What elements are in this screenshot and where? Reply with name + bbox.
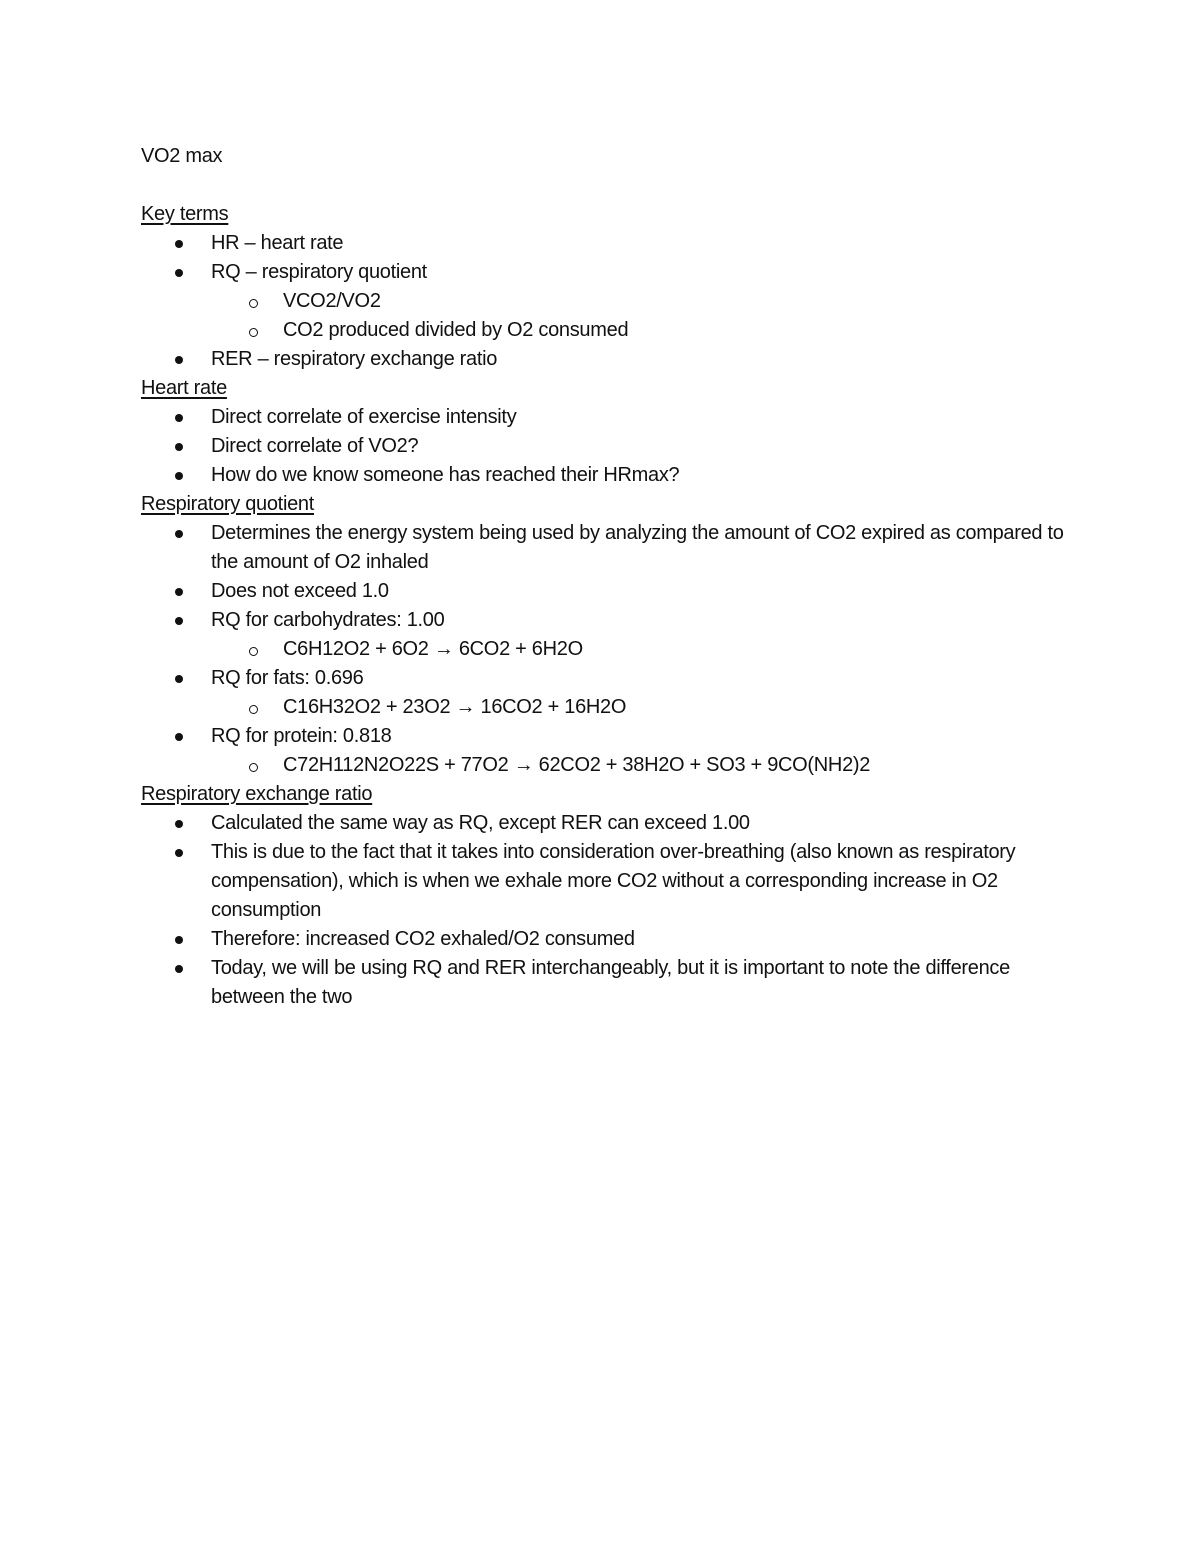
list-item-text: Determines the energy system being used by analyzing the amount of CO2 expired as compared to the amount of O2 inhaled: [211, 522, 1064, 573]
bullet-icon: [175, 820, 183, 828]
list-item-text: Therefore: increased CO2 exhaled/O2 consumed: [211, 928, 635, 950]
sub-list-item: [211, 751, 1071, 780]
bullet-icon: [175, 356, 183, 364]
bullet-icon: [175, 472, 183, 480]
sub-list-container: [141, 635, 1071, 664]
document-body: [141, 142, 1071, 1012]
circle-bullet-icon: [249, 328, 258, 337]
bullet-icon: [175, 733, 183, 741]
document-title: VO2 max: [141, 145, 223, 167]
list-item: [141, 838, 1071, 925]
list-item: [141, 461, 1071, 490]
sub-list-item-text: C72H112N2O22S + 77O2 → 62CO2 + 38H2O + SO3 + 9CO(NH2)2: [283, 754, 871, 776]
sub-list-item: [211, 287, 1071, 316]
circle-bullet-icon: [249, 705, 258, 714]
list-item: [141, 258, 1071, 287]
bullet-icon: [175, 965, 183, 973]
list-item: [141, 606, 1071, 635]
sub-list-container: [141, 287, 1071, 345]
section-heading: Respiratory exchange ratio: [141, 783, 373, 805]
list-item: [141, 432, 1071, 461]
circle-bullet-icon: [249, 299, 258, 308]
bullet-icon: [175, 530, 183, 538]
section-heading: Key terms: [141, 203, 229, 225]
section-heading: Respiratory quotient: [141, 493, 314, 515]
list-item: [141, 664, 1071, 693]
list-item-text: RQ – respiratory quotient: [211, 261, 427, 283]
sub-list: [211, 635, 1071, 664]
sub-list-item: [211, 635, 1071, 664]
circle-bullet-icon: [249, 647, 258, 656]
bullet-list: [141, 809, 1071, 1012]
list-item: [141, 345, 1071, 374]
sub-list-item-text: C16H32O2 + 23O2 → 16CO2 + 16H2O: [283, 696, 627, 718]
sub-list-item-text: VCO2/VO2: [283, 290, 381, 312]
list-item-text: RQ for protein: 0.818: [211, 725, 392, 747]
list-item-text: Today, we will be using RQ and RER interchangeably, but it is important to note the difference between the two: [211, 957, 1010, 1008]
sections-container: [141, 200, 1071, 1012]
bullet-icon: [175, 240, 183, 248]
bullet-icon: [175, 675, 183, 683]
bullet-list: [141, 229, 1071, 374]
list-item: [141, 403, 1071, 432]
bullet-icon: [175, 443, 183, 451]
list-item: [141, 722, 1071, 751]
bullet-icon: [175, 414, 183, 422]
list-item: [141, 229, 1071, 258]
list-item-text: How do we know someone has reached their HRmax?: [211, 464, 680, 486]
sub-list-item-text: C6H12O2 + 6O2 → 6CO2 + 6H2O: [283, 638, 583, 660]
sub-list-container: [141, 751, 1071, 780]
sub-list: [211, 287, 1071, 345]
sub-list-item-text: CO2 produced divided by O2 consumed: [283, 319, 629, 341]
list-item-text: RQ for carbohydrates: 1.00: [211, 609, 445, 631]
circle-bullet-icon: [249, 763, 258, 772]
list-item: [141, 954, 1071, 1012]
bullet-list: [141, 519, 1071, 780]
list-item-text: RER – respiratory exchange ratio: [211, 348, 498, 370]
list-item-text: Does not exceed 1.0: [211, 580, 389, 602]
bullet-icon: [175, 269, 183, 277]
list-item-text: Direct correlate of VO2?: [211, 435, 419, 457]
sub-list-item: [211, 316, 1071, 345]
list-item-text: Direct correlate of exercise intensity: [211, 406, 517, 428]
sub-list-container: [141, 693, 1071, 722]
section-heading: Heart rate: [141, 377, 227, 399]
bullet-icon: [175, 849, 183, 857]
bullet-icon: [175, 936, 183, 944]
bullet-icon: [175, 588, 183, 596]
list-item: [141, 577, 1071, 606]
list-item: [141, 519, 1071, 577]
bullet-icon: [175, 617, 183, 625]
sub-list-item: [211, 693, 1071, 722]
list-item-text: This is due to the fact that it takes into consideration over-breathing (also known as respiratory compensation), which is when we exhale more CO2 without a corresponding increase in O2 consumption: [211, 841, 1016, 921]
list-item-text: RQ for fats: 0.696: [211, 667, 364, 689]
list-item: [141, 809, 1071, 838]
list-item-text: HR – heart rate: [211, 232, 344, 254]
list-item-text: Calculated the same way as RQ, except RER can exceed 1.00: [211, 812, 750, 834]
bullet-list: [141, 403, 1071, 490]
list-item: [141, 925, 1071, 954]
sub-list: [211, 751, 1071, 780]
sub-list: [211, 693, 1071, 722]
